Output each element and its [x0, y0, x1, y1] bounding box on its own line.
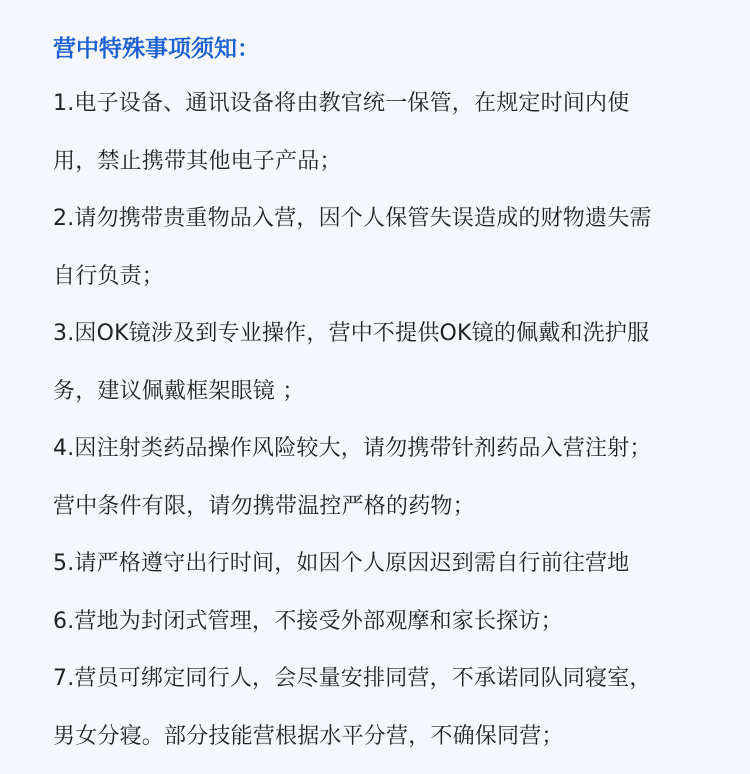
notice-title: 营中特殊事项须知： [53, 31, 260, 67]
notice-line-10: 6.营地为封闭式管理，不接受外部观摩和家长探访； [53, 602, 703, 660]
notice-line-12: 男女分寝。部分技能营根据水平分营，不确保同营； [53, 717, 703, 774]
notice-line-3: 2.请勿携带贵重物品入营，因个人保管失误造成的财物遗失需 [53, 199, 703, 257]
notice-line-4: 自行负责； [53, 257, 703, 315]
notice-line-9: 5.请严格遵守出行时间，如因个人原因迟到需自行前往营地 [53, 544, 703, 602]
notice-list [53, 84, 703, 774]
notice-line-11: 7.营员可绑定同行人，会尽量安排同营，不承诺同队同寝室， [53, 659, 703, 717]
notice-line-5: 3.因OK镜涉及到专业操作，营中不提供OK镜的佩戴和洗护服 [53, 314, 703, 372]
notice-line-8: 营中条件有限，请勿携带温控严格的药物； [53, 487, 703, 545]
notice-line-2: 用，禁止携带其他电子产品； [53, 142, 703, 200]
notice-line-1: 1.电子设备、通讯设备将由教官统一保管，在规定时间内使 [53, 84, 703, 142]
notice-line-6: 务，建议佩戴框架眼镜 ； [53, 372, 703, 430]
notice-line-7: 4.因注射类药品操作风险较大，请勿携带针剂药品入营注射； [53, 429, 703, 487]
